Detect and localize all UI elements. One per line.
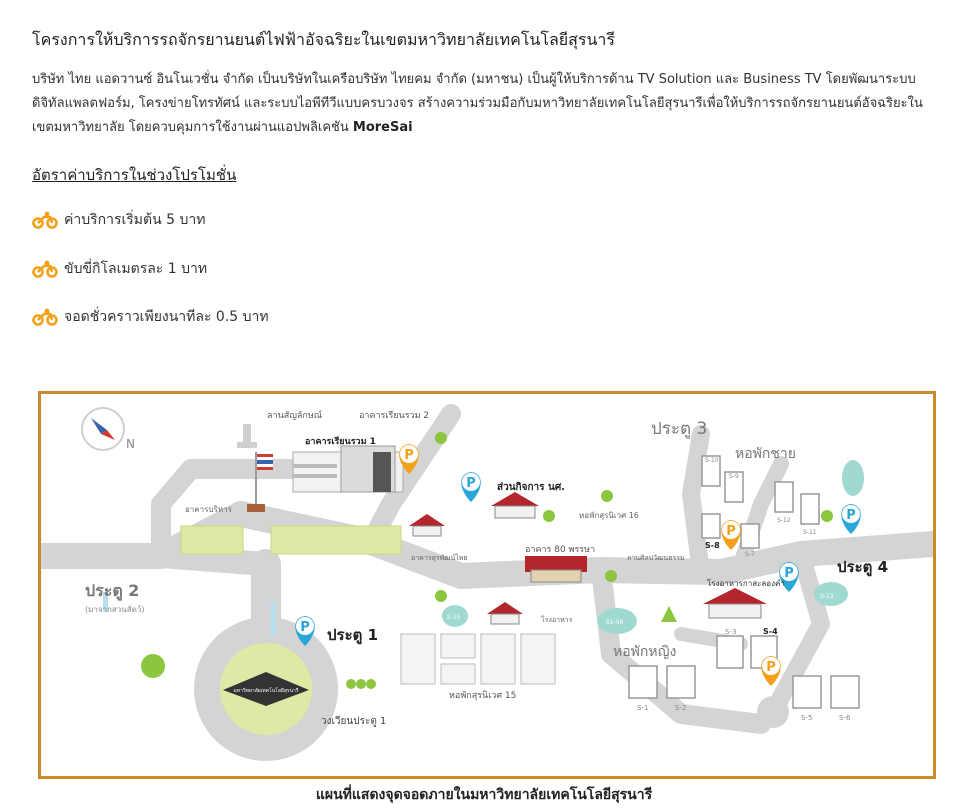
rate-item — [32, 209, 205, 231]
north-label: N — [126, 437, 135, 451]
dorm-label: S-3 — [725, 628, 737, 636]
dorm-label: S-6 — [839, 714, 851, 722]
label-lan: ลานสัญลักษณ์ — [267, 411, 323, 421]
parking-letter: P — [766, 660, 776, 675]
dorm-label: S-7 — [745, 551, 755, 558]
parking-pin-blue — [841, 504, 861, 534]
label-art: ลานศิลปวัฒนธรรม — [627, 554, 685, 562]
label-dorm-16: หอพักสุรนิเวศ 16 — [579, 511, 639, 520]
promo-heading: อัตราค่าบริการในช่วงโปรโมชั่น — [32, 166, 237, 184]
rate-text: ขับขี่กิโลเมตรละ 1 บาท — [64, 261, 208, 277]
surapat-building — [409, 514, 445, 536]
dorm-label: S-8 — [705, 541, 720, 550]
dorm-15-block — [401, 634, 555, 684]
dorm-label: S-13 — [820, 593, 834, 600]
motorbike-icon — [32, 260, 58, 278]
dorm-label: S-1 — [637, 704, 649, 712]
sign-text: มหาวิทยาลัยเทคโนโลยีสุรนารี — [233, 688, 299, 694]
lawn — [181, 526, 243, 554]
parking-letter: P — [784, 566, 794, 581]
parking-letter: P — [466, 476, 476, 491]
parking-pin-orange — [761, 656, 781, 686]
parking-pin-blue — [461, 472, 481, 502]
dorm-label: S-9 — [729, 473, 739, 480]
dorm-label: S-11 — [803, 529, 817, 536]
label-male-dorm: หอพักชาย — [735, 446, 796, 462]
label-gate-1: ประตู 1 — [327, 626, 379, 644]
label-lecture-2: อาคารเรียนรวม 2 — [359, 411, 430, 421]
label-canteen-centre: โรงอาหารกาสะลองคำ — [707, 579, 785, 588]
label-canteen: โรงอาหาร — [541, 616, 573, 624]
label-gate-2-sub: (มาจากสวนสัตว์) — [85, 605, 145, 614]
map-caption: แผนที่แสดงจุดจอดภายในมหาวิทยาลัยเทคโนโลยีสุรนารี — [315, 787, 653, 803]
campus-map-svg — [41, 394, 933, 776]
rate-item — [32, 306, 269, 328]
lecture-building-1 — [293, 446, 403, 492]
lawn — [271, 526, 401, 554]
dorm-label: S1-56 — [606, 619, 624, 626]
parking-letter: P — [300, 620, 310, 635]
label-gate-3: ประตู 3 — [651, 419, 708, 439]
monument — [237, 424, 257, 448]
motorbike-icon — [32, 211, 58, 229]
dorm-label: S-2 — [675, 704, 687, 712]
parking-pin-orange — [721, 520, 741, 550]
rate-text: ค่าบริการเริ่มต้น 5 บาท — [64, 212, 206, 228]
compass-icon — [82, 408, 135, 451]
pond — [842, 460, 864, 496]
canteen-building — [487, 602, 523, 624]
label-activity: ส่วนกิจการ นศ. — [497, 482, 565, 493]
app-name: MoreSai — [352, 120, 413, 135]
label-dorm-15: หอพักสุรนิเวศ 15 — [449, 691, 517, 701]
campus-map — [38, 391, 936, 779]
dorm-label: S-4 — [763, 627, 778, 636]
parking-letter: P — [404, 448, 414, 463]
rate-item — [32, 258, 207, 280]
dorm-label: S-12 — [777, 517, 791, 524]
description — [32, 68, 944, 140]
label-admin: อาคารบริหาร — [185, 505, 232, 514]
canteen-centre-building — [703, 588, 767, 618]
dorm-label: S-10 — [705, 457, 719, 464]
activity-building — [491, 492, 539, 518]
label-gate-4: ประตู 4 — [837, 558, 889, 576]
parking-letter: P — [846, 508, 856, 523]
dorm-label: S-15 — [447, 614, 461, 621]
label-surapat: อาคารสุรพัฒน์ไทย — [411, 554, 468, 562]
dorm-label: S-5 — [801, 714, 813, 722]
label-gate-2: ประตู 2 — [85, 581, 140, 600]
building-80 — [525, 556, 587, 582]
label-lecture-1: อาคารเรียนรวม 1 — [305, 437, 376, 447]
rate-text: จอดชั่วคราวเพียงนาทีละ 0.5 บาท — [64, 309, 269, 325]
page-title: โครงการให้บริการรถจักรยานยนต์ไฟฟ้าอัจฉริยะในเขตมหาวิทยาลัยเทคโนโลยีสุรนารี — [32, 30, 616, 49]
parking-letter: P — [726, 524, 736, 539]
description-text: บริษัท ไทย แอดวานซ์ อินโนเวชั่น จำกัด เป็นบริษัทในเครือบริษัท ไทยคม จำกัด (มหาชน) เป็นผู้ให้บริการด้าน TV Solution และ Business TV โดยพัฒนาระบบดิจิทัลแพลตฟอร์ม, โครงข่ายโทรทัศน์ และระบบไอพีทีวีแบบครบวงจร สร้างความร่วมมือกับมหาวิทยาลัยเทคโนโลยีสุรนารีเพื่อให้บริการรถจักรยานยนต์อัจฉริยะในเขตมหาวิทยาลัย โดยควบคุมการใช้งานผ่านแอปพลิเคชัน — [32, 72, 923, 135]
motorbike-icon — [32, 308, 58, 326]
label-female-dorm: หอพักหญิง — [613, 644, 677, 660]
label-building-80: อาคาร 80 พรรษา — [525, 545, 596, 555]
label-roundabout: วงเวียนประตู 1 — [321, 716, 387, 727]
